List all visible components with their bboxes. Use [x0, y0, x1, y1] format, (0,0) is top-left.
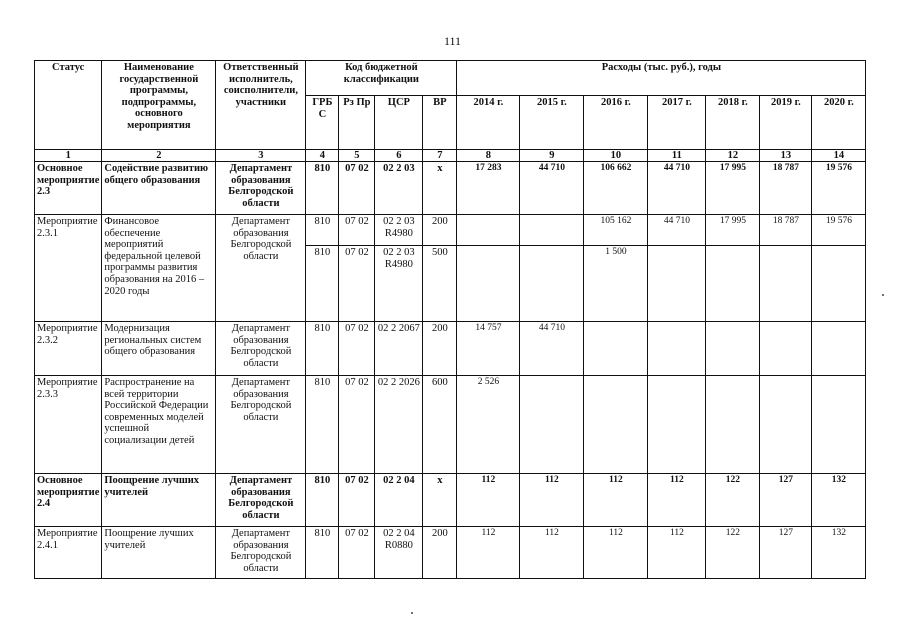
header-budget-code: Код бюджетной классификации: [306, 61, 457, 96]
scan-speck: [882, 294, 884, 296]
name-cell: Поощрение лучших учителей: [102, 474, 216, 527]
expense-cell: [584, 322, 648, 376]
header-status: Статус: [35, 61, 102, 150]
expense-cell: 2 526: [457, 376, 520, 474]
name-cell: Финансовое обеспечение мероприятий федеральной целевой программы развития образования на 2016 – 2020 годы: [102, 215, 216, 322]
vr-cell: 500: [423, 246, 457, 322]
column-number: 6: [375, 150, 423, 162]
expense-cell: 17 995: [706, 215, 760, 246]
expense-cell: [812, 322, 866, 376]
expense-cell: [812, 246, 866, 322]
executor-cell: Департамент образования Белгородской области: [216, 162, 306, 215]
expense-cell: [812, 376, 866, 474]
activity-row: [35, 215, 866, 246]
expense-cell: [648, 376, 706, 474]
expense-cell: 17 995: [706, 162, 760, 215]
csr-cell: 02 2 04: [375, 474, 423, 527]
expense-cell: 105 162: [584, 215, 648, 246]
header-year: 2018 г.: [706, 96, 760, 150]
expense-cell: [520, 246, 584, 322]
column-number: 3: [216, 150, 306, 162]
vr-cell: 200: [423, 527, 457, 579]
header-vr: ВР: [423, 96, 457, 150]
expense-cell: 14 757: [457, 322, 520, 376]
expense-cell: 112: [648, 474, 706, 527]
executor-cell: Департамент образования Белгородской области: [216, 474, 306, 527]
grbs-cell: 810: [306, 474, 339, 527]
rzpr-cell: 07 02: [339, 474, 375, 527]
expense-cell: [648, 322, 706, 376]
expense-cell: 112: [648, 527, 706, 579]
expense-cell: [457, 246, 520, 322]
rzpr-cell: 07 02: [339, 162, 375, 215]
header-grbs: ГРБ С: [306, 96, 339, 150]
executor-cell: Департамент образования Белгородской области: [216, 215, 306, 322]
name-cell: Модернизация региональных систем общего образования: [102, 322, 216, 376]
grbs-cell: 810: [306, 322, 339, 376]
expense-cell: 19 576: [812, 215, 866, 246]
activity-row: [35, 322, 866, 376]
header-rzpr: Рз Пр: [339, 96, 375, 150]
csr-cell: 02 2 04 R0880: [375, 527, 423, 579]
expense-cell: 127: [760, 527, 812, 579]
main-activity-row: [35, 162, 866, 215]
expense-cell: [706, 322, 760, 376]
header-year: 2019 г.: [760, 96, 812, 150]
expense-cell: 122: [706, 527, 760, 579]
rzpr-cell: 07 02: [339, 376, 375, 474]
main-activity-row: [35, 474, 866, 527]
expense-cell: [760, 376, 812, 474]
budget-table: [34, 60, 866, 579]
header-name: Наименование государственной программы, подпрограммы, основного мероприятия: [102, 61, 216, 150]
column-number: 7: [423, 150, 457, 162]
rzpr-cell: 07 02: [339, 215, 375, 246]
column-number: 9: [520, 150, 584, 162]
header-year: 2017 г.: [648, 96, 706, 150]
expense-cell: 44 710: [648, 162, 706, 215]
expense-cell: [520, 215, 584, 246]
expense-cell: 112: [584, 474, 648, 527]
csr-cell: 02 2 03 R4980: [375, 246, 423, 322]
scan-speck: [411, 612, 413, 614]
column-number: 10: [584, 150, 648, 162]
expense-cell: 122: [706, 474, 760, 527]
vr-cell: 200: [423, 322, 457, 376]
csr-cell: 02 2 03: [375, 162, 423, 215]
expense-cell: [520, 376, 584, 474]
expense-cell: 106 662: [584, 162, 648, 215]
grbs-cell: 810: [306, 246, 339, 322]
column-number: 8: [457, 150, 520, 162]
status-cell: Мероприятие 2.3.1: [35, 215, 102, 322]
grbs-cell: 810: [306, 527, 339, 579]
expense-cell: [760, 246, 812, 322]
expense-cell: 132: [812, 474, 866, 527]
name-cell: Поощрение лучших учителей: [102, 527, 216, 579]
expense-cell: [706, 246, 760, 322]
vr-cell: x: [423, 474, 457, 527]
header-csr: ЦСР: [375, 96, 423, 150]
vr-cell: x: [423, 162, 457, 215]
column-number: 4: [306, 150, 339, 162]
expense-cell: 112: [520, 474, 584, 527]
activity-row: [35, 376, 866, 474]
header-executor: Ответственный исполнитель, соисполнители, участники: [216, 61, 306, 150]
expense-cell: 18 787: [760, 215, 812, 246]
status-cell: Основное мероприятие 2.3: [35, 162, 102, 215]
status-cell: Мероприятие 2.3.2: [35, 322, 102, 376]
rzpr-cell: 07 02: [339, 527, 375, 579]
expense-cell: [584, 376, 648, 474]
expense-cell: [706, 376, 760, 474]
expense-cell: 112: [584, 527, 648, 579]
grbs-cell: 810: [306, 215, 339, 246]
header-year: 2015 г.: [520, 96, 584, 150]
expense-cell: 17 283: [457, 162, 520, 215]
expense-cell: 44 710: [648, 215, 706, 246]
column-number: 11: [648, 150, 706, 162]
column-number: 1: [35, 150, 102, 162]
vr-cell: 200: [423, 215, 457, 246]
csr-cell: 02 2 2067: [375, 322, 423, 376]
executor-cell: Департамент образования Белгородской области: [216, 527, 306, 579]
expense-cell: 112: [457, 527, 520, 579]
status-cell: Мероприятие 2.4.1: [35, 527, 102, 579]
expense-cell: 19 576: [812, 162, 866, 215]
page-number: 111: [443, 34, 462, 48]
status-cell: Основное мероприятие 2.4: [35, 474, 102, 527]
expense-cell: 132: [812, 527, 866, 579]
expense-cell: 112: [520, 527, 584, 579]
column-number-row: [35, 150, 866, 162]
header-year: 2020 г.: [812, 96, 866, 150]
rzpr-cell: 07 02: [339, 322, 375, 376]
name-cell: Распространение на всей территории Российской Федерации современных моделей успешной социализации детей: [102, 376, 216, 474]
expense-cell: 44 710: [520, 322, 584, 376]
expense-cell: 1 500: [584, 246, 648, 322]
header-expenses: Расходы (тыс. руб.), годы: [457, 61, 866, 96]
grbs-cell: 810: [306, 376, 339, 474]
status-cell: Мероприятие 2.3.3: [35, 376, 102, 474]
csr-cell: 02 2 2026: [375, 376, 423, 474]
column-number: 2: [102, 150, 216, 162]
expense-cell: [648, 246, 706, 322]
name-cell: Содействие развитию общего образования: [102, 162, 216, 215]
expense-cell: 127: [760, 474, 812, 527]
column-number: 14: [812, 150, 866, 162]
expense-cell: 44 710: [520, 162, 584, 215]
rzpr-cell: 07 02: [339, 246, 375, 322]
expense-cell: 112: [457, 474, 520, 527]
column-number: 12: [706, 150, 760, 162]
executor-cell: Департамент образования Белгородской области: [216, 322, 306, 376]
expense-cell: 18 787: [760, 162, 812, 215]
csr-cell: 02 2 03 R4980: [375, 215, 423, 246]
header-year: 2014 г.: [457, 96, 520, 150]
vr-cell: 600: [423, 376, 457, 474]
header-year: 2016 г.: [584, 96, 648, 150]
grbs-cell: 810: [306, 162, 339, 215]
column-number: 5: [339, 150, 375, 162]
expense-cell: [760, 322, 812, 376]
expense-cell: [457, 215, 520, 246]
activity-row: [35, 527, 866, 579]
column-number: 13: [760, 150, 812, 162]
executor-cell: Департамент образования Белгородской области: [216, 376, 306, 474]
